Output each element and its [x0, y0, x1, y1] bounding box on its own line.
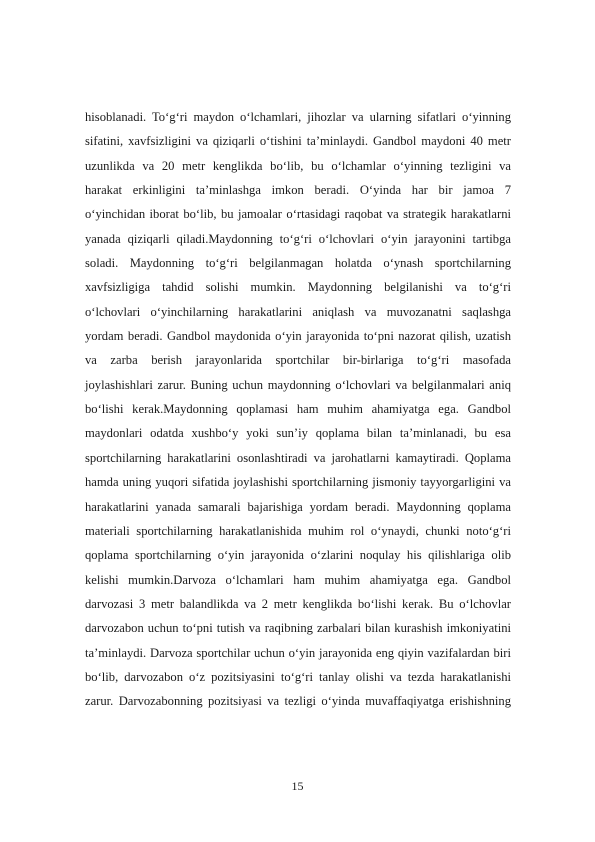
text-line: ta’minlaydi. Darvoza sportchilar uchun o‘yin jarayonida eng qiyin vazifalardan biri [85, 645, 511, 660]
text-line: zarur. Darvozabonning pozitsiyasi va tezligi o‘yinda muvaffaqiyatga erishishning [85, 694, 511, 709]
text-line: materiali sportchilarning harakatlanishida muhim rol o‘ynaydi, chunki noto‘g‘ri [85, 523, 511, 538]
text-line: sifatini, xavfsizligini va qiziqarli o‘tishini ta’minlaydi. Gandbol maydoni 40 metr [85, 134, 511, 149]
text-line: bo‘lishi kerak.Maydonning qoplamasi ham muhim ahamiyatga ega. Gandbol [85, 402, 511, 417]
text-line: yordam beradi. Gandbol maydonida o‘yin jarayonida to‘pni nazorat qilish, uzatish [85, 329, 511, 344]
text-line: joylashishlari zarur. Buning uchun maydonning o‘lchovlari va belgilanmalari aniq [85, 377, 511, 392]
text-line: qoplama sportchilarning o‘yin jarayonida o‘zlarini noqulay his qilishlariga olib [85, 548, 511, 563]
text-line: hisoblanadi. To‘g‘ri maydon o‘lchamlari, jihozlar va ularning sifatlari o‘yinning [85, 110, 511, 124]
text-line: hamda uning yuqori sifatida joylashishi sportchilarning jismoniy tayyorgarligini va [85, 475, 511, 490]
text-line: o‘lchovlari o‘yinchilarning harakatlarini aniqlash va muvozanatni saqlashga [85, 304, 511, 319]
text-line: va zarba berish jarayonlarida sportchilar bir-birlariga to‘g‘ri masofada [85, 353, 511, 368]
text-line: o‘yinchidan iborat bo‘lib, bu jamoalar o‘rtasidagi raqobat va strategik harakatlarni [85, 207, 511, 222]
text-line: sportchilarning harakatlarini osonlashtiradi va jarohatlarni kamaytiradi. Qoplama [85, 450, 511, 465]
page-number: 15 [291, 779, 304, 793]
text-line: soladi. Maydonning to‘g‘ri belgilanmagan holatda o‘ynash sportchilarning [85, 256, 511, 271]
body-text [85, 105, 511, 714]
text-line: kelishi mumkin.Darvoza o‘lchamlari ham muhim ahamiyatga ega. Gandbol [85, 572, 511, 587]
text-line: darvozasi 3 metr balandlikda va 2 metr kenglikda bo‘lishi kerak. Bu o‘lchovlar [85, 596, 511, 611]
text-line: harakatlarini yanada samarali bajarishiga yordam beradi. Maydonning qoplama [85, 499, 511, 514]
text-line: uzunlikda va 20 metr kenglikda bo‘lib, bu o‘lchamlar o‘yinning tezligini va [85, 158, 511, 173]
text-line: yanada qiziqarli qiladi.Maydonning to‘g‘ri o‘lchovlari o‘yin jarayonini tartibga [85, 231, 511, 246]
text-line: harakat erkinligini ta’minlashga imkon beradi. O‘yinda har bir jamoa 7 [85, 183, 511, 198]
text-line: bo‘lib, darvozabon o‘z pozitsiyasini to‘g‘ri tanlay olishi va tezda harakatlanishi [85, 669, 511, 684]
text-line: darvozabon uchun to‘pni tutish va raqibning zarbalari bilan kurashish imkoniyatini [85, 621, 511, 636]
text-line: maydonlari odatda xushbo‘y yoki sun’iy qoplama bilan ta’minlanadi, bu esa [85, 426, 511, 441]
text-line: xavfsizligiga tahdid solishi mumkin. Maydonning belgilanishi va to‘g‘ri [85, 280, 511, 295]
